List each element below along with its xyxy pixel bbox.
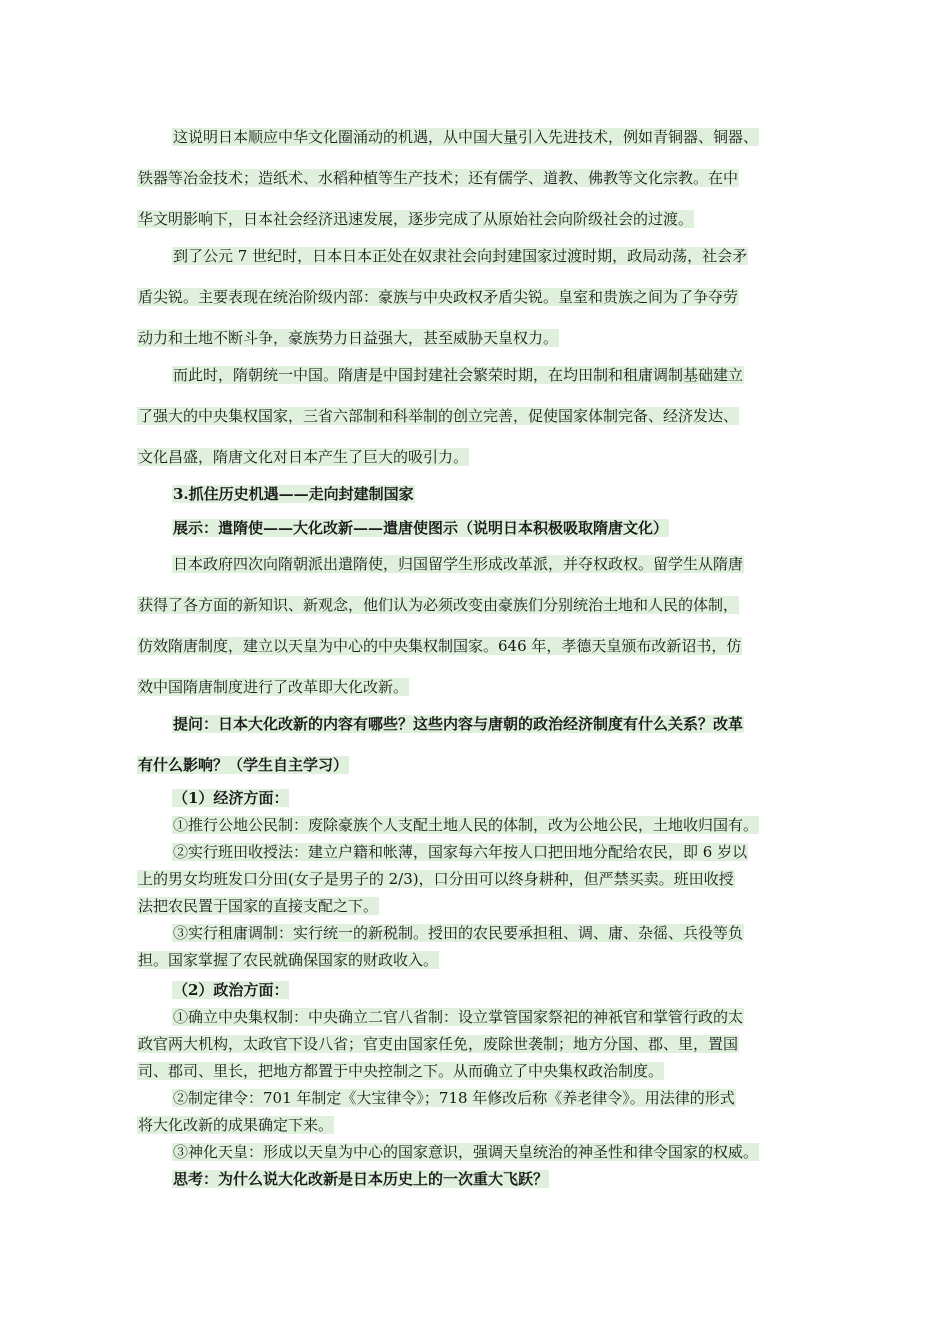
paragraph-line: 这说明日本顺应中华文化圈涌动的机遇，从中国大量引入先进技术，例如青铜器、铜器、 — [173, 128, 759, 146]
paragraph-line: 了强大的中央集权国家，三省六部制和科举制的创立完善，促使国家体制完备、经济发达、 — [138, 407, 739, 425]
question-line: 有什么影响？（学生自主学习） — [138, 756, 349, 774]
list-item: ③神化天皇：形成以天皇为中心的国家意识，强调天皇统治的神圣性和律令国家的权威。 — [173, 1143, 759, 1161]
list-item-continued: 政官两大机构，太政官下设八省；官吏由国家任免，废除世袭制；地方分国、郡、里，置国 — [138, 1035, 739, 1053]
list-item: ②制定律令：701 年制定《大宝律令》；718 年修改后称《养老律令》。用法律的形式 — [173, 1089, 735, 1107]
subheading-economy: （1）经济方面： — [173, 789, 289, 807]
paragraph-line: 效中国隋唐制度进行了改革即大化改新。 — [138, 678, 409, 696]
list-item: ②实行班田收授法：建立户籍和帐薄，国家每六年按人口把田地分配给农民，即 6 岁以 — [173, 843, 748, 861]
list-item-continued: 上的男女均班发口分田(女子是男子的 2/3)，口分田可以终身耕种，但严禁买卖。班田收授 — [138, 870, 734, 888]
subheading-politics: （2）政治方面： — [173, 981, 289, 999]
paragraph-line: 获得了各方面的新知识、新观念，他们认为必须改变由豪族们分别统治土地和人民的体制， — [138, 596, 739, 614]
paragraph-line: 而此时，隋朝统一中国。隋唐是中国封建社会繁荣时期，在均田制和租庸调制基础建立 — [173, 366, 744, 384]
paragraph-line: 铁器等冶金技术；造纸术、水稻种植等生产技术；还有儒学、道教、佛教等文化宗教。在中 — [138, 169, 739, 187]
list-item-continued: 将大化改新的成果确定下来。 — [138, 1116, 334, 1134]
paragraph-line: 动力和土地不断斗争，豪族势力日益强大，甚至威胁天皇权力。 — [138, 329, 559, 347]
list-item: ①确立中央集权制：中央确立二官八省制：设立掌管国家祭祀的神祇官和掌管行政的太 — [173, 1008, 744, 1026]
question-line: 提问：日本大化改新的内容有哪些？这些内容与唐朝的政治经济制度有什么关系？改革 — [173, 715, 744, 733]
list-item-continued: 担。国家掌握了农民就确保国家的财政收入。 — [138, 951, 439, 969]
paragraph-line: 到了公元 7 世纪时，日本日本正处在奴隶社会向封建国家过渡时期，政局动荡，社会矛 — [173, 247, 748, 265]
list-item-continued: 法把农民置于国家的直接支配之下。 — [138, 897, 379, 915]
paragraph-line: 盾尖锐。主要表现在统治阶级内部：豪族与中央政权矛盾尖锐。皇室和贵族之间为了争夺劳 — [138, 288, 739, 306]
list-item: ①推行公地公民制：废除豪族个人支配土地人民的体制，改为公地公民，土地收归国有。 — [173, 816, 759, 834]
display-note: 展示：遣隋使——大化改新——遣唐使图示（说明日本积极吸取隋唐文化） — [173, 519, 669, 537]
paragraph-line: 日本政府四次向隋朝派出遣隋使，归国留学生形成改革派，并夺权政权。留学生从隋唐 — [173, 555, 744, 573]
list-item-continued: 司、郡司、里长，把地方都置于中央控制之下。从而确立了中央集权政治制度。 — [138, 1062, 664, 1080]
paragraph-line: 文化昌盛，隋唐文化对日本产生了巨大的吸引力。 — [138, 448, 469, 466]
section-heading: 3.抓住历史机遇——走向封建制国家 — [173, 485, 414, 503]
paragraph-line: 仿效隋唐制度，建立以天皇为中心的中央集权制国家。646 年，孝德天皇颁布改新诏书，仿 — [138, 637, 742, 655]
paragraph-line: 华文明影响下，日本社会经济迅速发展，逐步完成了从原始社会向阶级社会的过渡。 — [138, 210, 694, 228]
thinking-question: 思考：为什么说大化改新是日本历史上的一次重大飞跃？ — [173, 1170, 549, 1188]
list-item: ③实行租庸调制：实行统一的新税制。授田的农民要承担租、调、庸、杂徭、兵役等负 — [173, 924, 744, 942]
